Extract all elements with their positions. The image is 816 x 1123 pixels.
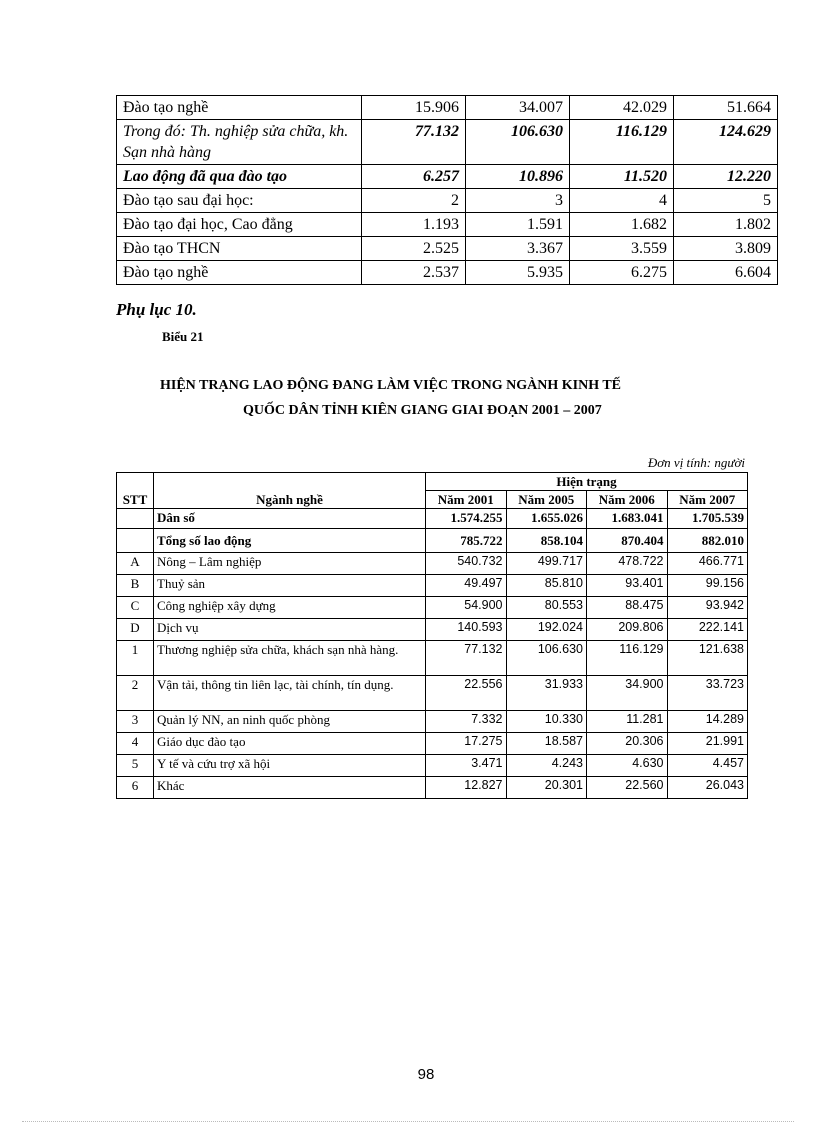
appendix-heading: Phụ lục 10.: [116, 300, 197, 319]
page-number: 98: [417, 1066, 435, 1083]
cell-value: 11.520: [570, 165, 674, 189]
cell-value: 4.457: [667, 755, 748, 777]
cell-value: 6.257: [362, 165, 466, 189]
cell-value: 116.129: [570, 120, 674, 165]
row-label: Đào tạo đại học, Cao đẳng: [117, 213, 362, 237]
table-row: [117, 120, 778, 165]
table-row: [117, 619, 748, 641]
table-row: [117, 509, 748, 529]
cell-value: 7.332: [426, 711, 507, 733]
table-title-line-2: QUỐC DÂN TỈNH KIÊN GIANG GIAI ĐOẠN 2001 – 2007: [243, 403, 602, 418]
cell-value: 54.900: [426, 597, 507, 619]
cell-value: 20.306: [587, 733, 668, 755]
table-row: [117, 96, 778, 120]
cell-value: 209.806: [587, 619, 668, 641]
cell-value: 6.275: [570, 261, 674, 285]
continuation-table: [116, 95, 778, 285]
cell-value: 106.630: [506, 641, 587, 676]
cell-value: 1.682: [570, 213, 674, 237]
cell-value: 1.683.041: [587, 509, 668, 529]
cell-value: 17.275: [426, 733, 507, 755]
cell-value: 34.007: [466, 96, 570, 120]
cell-value: 478.722: [587, 553, 668, 575]
cell-value: 6.604: [674, 261, 778, 285]
table-row: [117, 189, 778, 213]
cell-value: 31.933: [506, 676, 587, 711]
cell-value: 870.404: [587, 529, 668, 553]
cell-value: 26.043: [667, 777, 748, 799]
page-bottom-rule: [22, 1121, 794, 1122]
cell-value: 88.475: [587, 597, 668, 619]
cell-value: 466.771: [667, 553, 748, 575]
cell-value: 93.401: [587, 575, 668, 597]
row-stt: A: [117, 553, 154, 575]
cell-value: 1.574.255: [426, 509, 507, 529]
cell-value: 3.367: [466, 237, 570, 261]
table-row: [117, 733, 748, 755]
cell-value: 121.638: [667, 641, 748, 676]
cell-value: 77.132: [362, 120, 466, 165]
cell-value: 1.705.539: [667, 509, 748, 529]
cell-value: 99.156: [667, 575, 748, 597]
header-row: [117, 473, 748, 491]
cell-value: 2: [362, 189, 466, 213]
row-label: Tổng số lao động: [154, 529, 426, 553]
table-row: [117, 575, 748, 597]
cell-value: 192.024: [506, 619, 587, 641]
cell-value: 3: [466, 189, 570, 213]
cell-value: 93.942: [667, 597, 748, 619]
cell-value: 124.629: [674, 120, 778, 165]
cell-value: 1.802: [674, 213, 778, 237]
labor-table: [116, 472, 748, 799]
cell-value: 4: [570, 189, 674, 213]
row-stt: 2: [117, 676, 154, 711]
cell-value: 21.991: [667, 733, 748, 755]
cell-value: 18.587: [506, 733, 587, 755]
cell-value: 22.556: [426, 676, 507, 711]
cell-value: 5.935: [466, 261, 570, 285]
cell-value: 116.129: [587, 641, 668, 676]
row-label: Lao động đã qua đào tạo: [117, 165, 362, 189]
row-label: Thuỷ sản: [154, 575, 426, 597]
cell-value: 10.330: [506, 711, 587, 733]
row-stt: B: [117, 575, 154, 597]
cell-value: 3.559: [570, 237, 674, 261]
unit-note: Đơn vị tính: người: [647, 455, 745, 470]
cell-value: 1.193: [362, 213, 466, 237]
cell-value: 2.525: [362, 237, 466, 261]
cell-value: 499.717: [506, 553, 587, 575]
table-row: [117, 676, 748, 711]
cell-value: 42.029: [570, 96, 674, 120]
table-row: [117, 165, 778, 189]
cell-value: 785.722: [426, 529, 507, 553]
table-row: [117, 597, 748, 619]
row-stt: 6: [117, 777, 154, 799]
figure-label: Biểu 21: [162, 329, 204, 344]
table-row: [117, 213, 778, 237]
cell-value: 3.809: [674, 237, 778, 261]
cell-value: 12.827: [426, 777, 507, 799]
table-row: [117, 777, 748, 799]
row-label: Dịch vụ: [154, 619, 426, 641]
cell-value: 15.906: [362, 96, 466, 120]
header-status-group: Hiện trạng: [426, 473, 748, 491]
cell-value: 11.281: [587, 711, 668, 733]
cell-value: 22.560: [587, 777, 668, 799]
row-stt: 3: [117, 711, 154, 733]
table-title-line-1: HIỆN TRẠNG LAO ĐỘNG ĐANG LÀM VIỆC TRONG NGÀNH KINH TẾ: [160, 378, 622, 393]
table-row: [117, 237, 778, 261]
row-stt: 5: [117, 755, 154, 777]
table-row: [117, 529, 748, 553]
header-year: Năm 2005: [506, 491, 587, 509]
row-label: Công nghiệp xây dựng: [154, 597, 426, 619]
cell-value: 51.664: [674, 96, 778, 120]
row-label: Khác: [154, 777, 426, 799]
table-row: [117, 641, 748, 676]
row-stt: C: [117, 597, 154, 619]
header-year: Năm 2007: [667, 491, 748, 509]
row-stt: [117, 509, 154, 529]
cell-value: 14.289: [667, 711, 748, 733]
header-year: Năm 2001: [426, 491, 507, 509]
row-label: Đào tạo nghề: [117, 261, 362, 285]
row-label: Vận tải, thông tin liên lạc, tài chính, tín dụng.: [154, 676, 426, 711]
cell-value: 882.010: [667, 529, 748, 553]
header-stt: STT: [117, 473, 154, 509]
cell-value: 222.141: [667, 619, 748, 641]
table-row: [117, 553, 748, 575]
cell-value: 1.591: [466, 213, 570, 237]
table-row: [117, 755, 748, 777]
cell-value: 49.497: [426, 575, 507, 597]
cell-value: 3.471: [426, 755, 507, 777]
table-row: [117, 261, 778, 285]
cell-value: 1.655.026: [506, 509, 587, 529]
cell-value: 10.896: [466, 165, 570, 189]
row-label: Dân số: [154, 509, 426, 529]
row-stt: [117, 529, 154, 553]
cell-value: 858.104: [506, 529, 587, 553]
cell-value: 77.132: [426, 641, 507, 676]
row-label: Đào tạo sau đại học:: [117, 189, 362, 213]
row-label: Đào tạo nghề: [117, 96, 362, 120]
row-label: Y tế và cứu trợ xã hội: [154, 755, 426, 777]
cell-value: 2.537: [362, 261, 466, 285]
cell-value: 5: [674, 189, 778, 213]
row-label: Đào tạo THCN: [117, 237, 362, 261]
cell-value: 34.900: [587, 676, 668, 711]
table-row: [117, 711, 748, 733]
cell-value: 20.301: [506, 777, 587, 799]
row-stt: 1: [117, 641, 154, 676]
cell-value: 12.220: [674, 165, 778, 189]
row-label: Trong đó: Th. nghiệp sửa chữa, kh. Sạn nhà hàng: [117, 120, 362, 165]
row-label: Quản lý NN, an ninh quốc phòng: [154, 711, 426, 733]
row-label: Nông – Lâm nghiệp: [154, 553, 426, 575]
cell-value: 4.243: [506, 755, 587, 777]
cell-value: 106.630: [466, 120, 570, 165]
row-label: Thương nghiệp sửa chữa, khách sạn nhà hàng.: [154, 641, 426, 676]
header-sector: Ngành nghề: [154, 473, 426, 509]
header-year: Năm 2006: [587, 491, 668, 509]
row-stt: D: [117, 619, 154, 641]
cell-value: 4.630: [587, 755, 668, 777]
cell-value: 85.810: [506, 575, 587, 597]
cell-value: 140.593: [426, 619, 507, 641]
row-label: Giáo dục đào tạo: [154, 733, 426, 755]
row-stt: 4: [117, 733, 154, 755]
cell-value: 540.732: [426, 553, 507, 575]
cell-value: 80.553: [506, 597, 587, 619]
cell-value: 33.723: [667, 676, 748, 711]
